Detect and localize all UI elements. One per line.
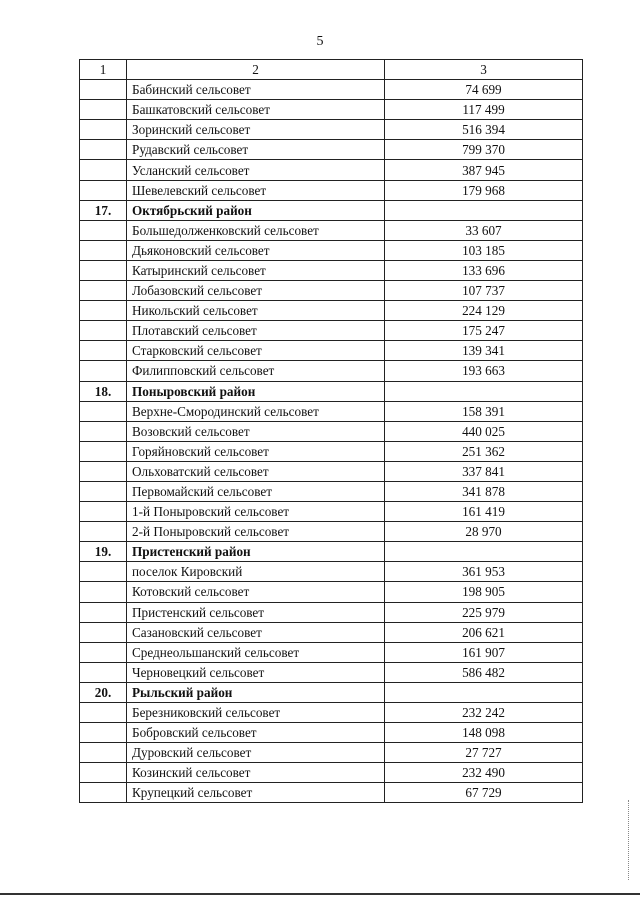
municipality-name: Филипповский сельсовет xyxy=(127,361,385,381)
row-number: 20. xyxy=(80,682,127,702)
row-number xyxy=(80,743,127,763)
district-row xyxy=(80,682,583,702)
table-row xyxy=(80,341,583,361)
amount-value: 440 025 xyxy=(385,421,583,441)
table-row xyxy=(80,80,583,100)
municipality-name: Плотавский сельсовет xyxy=(127,321,385,341)
row-number xyxy=(80,421,127,441)
table-row xyxy=(80,562,583,582)
row-number xyxy=(80,301,127,321)
table-row xyxy=(80,502,583,522)
municipality-name: Никольский сельсовет xyxy=(127,301,385,321)
row-number xyxy=(80,80,127,100)
municipality-name: Черновецкий сельсовет xyxy=(127,662,385,682)
row-number xyxy=(80,120,127,140)
amount-value: 232 242 xyxy=(385,703,583,723)
table-row xyxy=(80,361,583,381)
amount-value: 337 841 xyxy=(385,461,583,481)
amount-value: 139 341 xyxy=(385,341,583,361)
amount-value: 179 968 xyxy=(385,180,583,200)
table-row xyxy=(80,401,583,421)
table-row xyxy=(80,140,583,160)
amount-value: 28 970 xyxy=(385,522,583,542)
table-row xyxy=(80,703,583,723)
table-row xyxy=(80,160,583,180)
municipality-name: Пристенский сельсовет xyxy=(127,602,385,622)
row-number xyxy=(80,522,127,542)
row-number xyxy=(80,321,127,341)
amount-value: 148 098 xyxy=(385,723,583,743)
municipality-name: Старковский сельсовет xyxy=(127,341,385,361)
municipality-name: Бобровский сельсовет xyxy=(127,723,385,743)
municipality-name: Дуровский сельсовет xyxy=(127,743,385,763)
amount-value: 341 878 xyxy=(385,481,583,501)
amount-value xyxy=(385,542,583,562)
municipality-name: Березниковский сельсовет xyxy=(127,703,385,723)
row-number xyxy=(80,662,127,682)
municipality-name: Катыринский сельсовет xyxy=(127,260,385,280)
table-row xyxy=(80,281,583,301)
district-name: Октябрьский район xyxy=(127,200,385,220)
municipality-name: Бабинский сельсовет xyxy=(127,80,385,100)
municipality-name: поселок Кировский xyxy=(127,562,385,582)
row-number xyxy=(80,582,127,602)
scan-edge-marks xyxy=(628,800,632,880)
row-number: 17. xyxy=(80,200,127,220)
table-row xyxy=(80,763,583,783)
district-name: Рыльский район xyxy=(127,682,385,702)
row-number xyxy=(80,401,127,421)
table-row xyxy=(80,662,583,682)
table-row xyxy=(80,481,583,501)
amount-value: 516 394 xyxy=(385,120,583,140)
amount-value: 103 185 xyxy=(385,240,583,260)
table-row xyxy=(80,100,583,120)
municipality-name: Крупецкий сельсовет xyxy=(127,783,385,803)
municipality-name: Шевелевский сельсовет xyxy=(127,180,385,200)
table-row xyxy=(80,723,583,743)
municipality-name: Зоринский сельсовет xyxy=(127,120,385,140)
municipality-name: Котовский сельсовет xyxy=(127,582,385,602)
amount-value: 224 129 xyxy=(385,301,583,321)
row-number xyxy=(80,622,127,642)
row-number: 19. xyxy=(80,542,127,562)
municipality-name: Верхне-Смородинский сельсовет xyxy=(127,401,385,421)
amount-value: 225 979 xyxy=(385,602,583,622)
amount-value: 133 696 xyxy=(385,260,583,280)
row-number xyxy=(80,502,127,522)
column-header-name: 2 xyxy=(127,60,385,80)
municipality-name: 1-й Поныровский сельсовет xyxy=(127,502,385,522)
table-row xyxy=(80,743,583,763)
amount-value: 193 663 xyxy=(385,361,583,381)
row-number xyxy=(80,341,127,361)
table-row xyxy=(80,602,583,622)
row-number xyxy=(80,160,127,180)
municipality-name: Большедолженковский сельсовет xyxy=(127,220,385,240)
table-row xyxy=(80,441,583,461)
district-name: Поныровский район xyxy=(127,381,385,401)
row-number: 18. xyxy=(80,381,127,401)
amount-value xyxy=(385,682,583,702)
table-row xyxy=(80,622,583,642)
row-number xyxy=(80,602,127,622)
municipality-name: Лобазовский сельсовет xyxy=(127,281,385,301)
row-number xyxy=(80,562,127,582)
district-name: Пристенский район xyxy=(127,542,385,562)
amount-value: 117 499 xyxy=(385,100,583,120)
municipality-name: Среднеольшанский сельсовет xyxy=(127,642,385,662)
amount-value: 74 699 xyxy=(385,80,583,100)
municipality-name: Рудавский сельсовет xyxy=(127,140,385,160)
table-row xyxy=(80,301,583,321)
table-row xyxy=(80,321,583,341)
row-number xyxy=(80,100,127,120)
amount-value: 206 621 xyxy=(385,622,583,642)
municipality-name: Сазановский сельсовет xyxy=(127,622,385,642)
district-row xyxy=(80,200,583,220)
row-number xyxy=(80,783,127,803)
row-number xyxy=(80,763,127,783)
amount-value xyxy=(385,381,583,401)
table-row xyxy=(80,642,583,662)
amount-value: 27 727 xyxy=(385,743,583,763)
row-number xyxy=(80,441,127,461)
municipality-name: Башкатовский сельсовет xyxy=(127,100,385,120)
amount-value: 107 737 xyxy=(385,281,583,301)
row-number xyxy=(80,361,127,381)
table-row xyxy=(80,220,583,240)
municipality-name: Возовский сельсовет xyxy=(127,421,385,441)
municipality-name: Ольховатский сельсовет xyxy=(127,461,385,481)
amount-value: 158 391 xyxy=(385,401,583,421)
municipality-name: Горяйновский сельсовет xyxy=(127,441,385,461)
amount-value: 33 607 xyxy=(385,220,583,240)
district-row xyxy=(80,381,583,401)
table-header-row xyxy=(80,60,583,80)
amount-value: 161 419 xyxy=(385,502,583,522)
row-number xyxy=(80,140,127,160)
amount-value: 175 247 xyxy=(385,321,583,341)
amount-value: 161 907 xyxy=(385,642,583,662)
table-row xyxy=(80,260,583,280)
district-row xyxy=(80,542,583,562)
row-number xyxy=(80,281,127,301)
page-bottom-rule xyxy=(0,893,640,895)
table-row xyxy=(80,461,583,481)
row-number xyxy=(80,703,127,723)
amount-value: 361 953 xyxy=(385,562,583,582)
amount-value: 586 482 xyxy=(385,662,583,682)
table-row xyxy=(80,783,583,803)
amount-value: 251 362 xyxy=(385,441,583,461)
row-number xyxy=(80,180,127,200)
table-row xyxy=(80,120,583,140)
municipality-name: Козинский сельсовет xyxy=(127,763,385,783)
column-header-value: 3 xyxy=(385,60,583,80)
municipality-name: 2-й Поныровский сельсовет xyxy=(127,522,385,542)
row-number xyxy=(80,481,127,501)
amount-value: 799 370 xyxy=(385,140,583,160)
municipality-name: Дьяконовский сельсовет xyxy=(127,240,385,260)
row-number xyxy=(80,260,127,280)
column-header-number: 1 xyxy=(80,60,127,80)
table-row xyxy=(80,240,583,260)
amount-value: 198 905 xyxy=(385,582,583,602)
row-number xyxy=(80,461,127,481)
row-number xyxy=(80,240,127,260)
amount-value xyxy=(385,200,583,220)
allocation-table xyxy=(79,59,583,803)
table-row xyxy=(80,582,583,602)
municipality-name: Усланский сельсовет xyxy=(127,160,385,180)
row-number xyxy=(80,220,127,240)
row-number xyxy=(80,723,127,743)
page-number: 5 xyxy=(316,34,324,49)
row-number xyxy=(80,642,127,662)
amount-value: 67 729 xyxy=(385,783,583,803)
amount-value: 232 490 xyxy=(385,763,583,783)
table-row xyxy=(80,421,583,441)
table-row xyxy=(80,522,583,542)
amount-value: 387 945 xyxy=(385,160,583,180)
table-body xyxy=(80,80,583,803)
municipality-name: Первомайский сельсовет xyxy=(127,481,385,501)
table-row xyxy=(80,180,583,200)
